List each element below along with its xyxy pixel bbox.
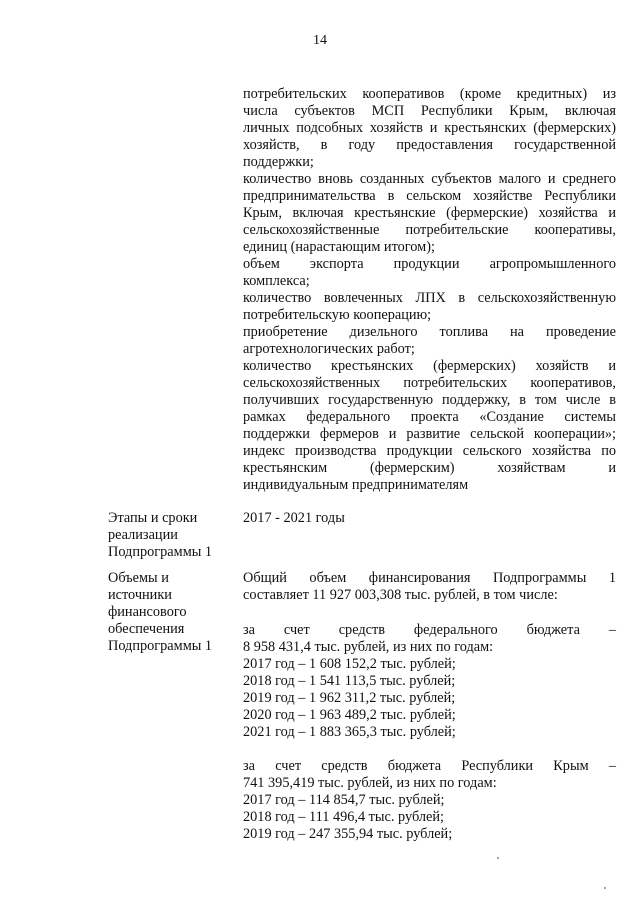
funding-label-line: Подпрограммы 1: [108, 638, 213, 654]
indicator-line: личных подсобных хозяйств и крестьянских (фермерских): [243, 120, 616, 136]
funding-total-line: составляет 11 927 003,308 тыс. рублей, в том числе:: [243, 587, 558, 603]
funding-federal-line: 2020 год – 1 963 489,2 тыс. рублей;: [243, 707, 456, 723]
funding-federal-text: [243, 622, 616, 741]
indicator-line: количество крестьянских (фермерских) хозяйств и: [243, 358, 616, 374]
scan-speck: [497, 857, 499, 859]
funding-federal-line: за счет средств федерального бюджета –: [243, 622, 616, 638]
funding-regional-line: 2019 год – 247 355,94 тыс. рублей;: [243, 826, 453, 842]
indicator-line: потребительскую кооперацию;: [243, 307, 432, 323]
funding-regional-line: 2017 год – 114 854,7 тыс. рублей;: [243, 792, 445, 808]
indicator-line: количество вовлеченных ЛПХ в сельскохозяйственную: [243, 290, 616, 306]
indicator-line: индивидуальным предпринимателям: [243, 477, 469, 493]
indicator-line: поддержки фермеров и развитие сельской кооперации»;: [243, 426, 616, 442]
indicator-line: предпринимательства в сельском хозяйстве Республики: [243, 188, 616, 204]
indicator-line: количество вновь созданных субъектов малого и среднего: [243, 171, 616, 187]
indicator-line: крестьянским (фермерским) хозяйствам и: [243, 460, 616, 476]
indicator-line: рамках федерального проекта «Создание системы: [243, 409, 616, 425]
funding-regional-line: за счет средств бюджета Республики Крым –: [243, 758, 616, 774]
indicator-line: потребительских кооперативов (кроме кредитных) из: [243, 86, 616, 102]
funding-federal-line: 8 958 431,4 тыс. рублей, из них по годам:: [243, 639, 494, 655]
funding-label-line: финансового: [108, 604, 187, 620]
indicator-line: сельскохозяйственных потребительских кооперативов,: [243, 375, 616, 391]
indicators-text: [243, 86, 616, 494]
indicator-line: получивших государственную поддержку, в том числе в: [243, 392, 616, 408]
indicator-line: агротехнологических работ;: [243, 341, 415, 357]
indicator-line: объем экспорта продукции агропромышленного: [243, 256, 616, 272]
funding-label-line: Объемы и: [108, 570, 169, 586]
funding-federal-line: 2021 год – 1 883 365,3 тыс. рублей;: [243, 724, 456, 740]
indicator-line: единиц (нарастающим итогом);: [243, 239, 435, 255]
funding-federal-line: 2018 год – 1 541 113,5 тыс. рублей;: [243, 673, 456, 689]
funding-label-line: источники: [108, 587, 172, 603]
page-number: 14: [313, 33, 327, 48]
stages-label-line: реализации: [108, 527, 178, 543]
scan-speck: [604, 887, 606, 889]
indicator-line: хозяйств, в году предоставления государственной: [243, 137, 616, 153]
funding-regional-line: 741 395,419 тыс. рублей, из них по годам:: [243, 775, 497, 791]
indicator-line: Крым, включая крестьянские (фермерские) хозяйства и: [243, 205, 616, 221]
stages-value: [243, 510, 616, 527]
funding-label: [108, 570, 233, 655]
indicator-line: приобретение дизельного топлива на проведение: [243, 324, 616, 340]
funding-total-text: [243, 570, 616, 604]
indicator-line: комплекса;: [243, 273, 310, 289]
indicator-line: поддержки;: [243, 154, 314, 170]
funding-regional-text: [243, 758, 616, 843]
funding-label-line: обеспечения: [108, 621, 185, 637]
stages-label-line: Этапы и сроки: [108, 510, 198, 526]
funding-federal-line: 2017 год – 1 608 152,2 тыс. рублей;: [243, 656, 456, 672]
indicator-line: числа субъектов МСП Республики Крым, включая: [243, 103, 616, 119]
funding-regional-line: 2018 год – 111 496,4 тыс. рублей;: [243, 809, 444, 825]
indicator-line: индекс производства продукции сельского хозяйства по: [243, 443, 616, 459]
stages-label: [108, 510, 233, 561]
stages-label-line: Подпрограммы 1: [108, 544, 213, 560]
funding-total-line: Общий объем финансирования Подпрограммы 1: [243, 570, 616, 586]
stages-period: 2017 - 2021 годы: [243, 510, 345, 526]
funding-federal-line: 2019 год – 1 962 311,2 тыс. рублей;: [243, 690, 456, 706]
indicator-line: сельскохозяйственные потребительские кооперативы,: [243, 222, 616, 238]
